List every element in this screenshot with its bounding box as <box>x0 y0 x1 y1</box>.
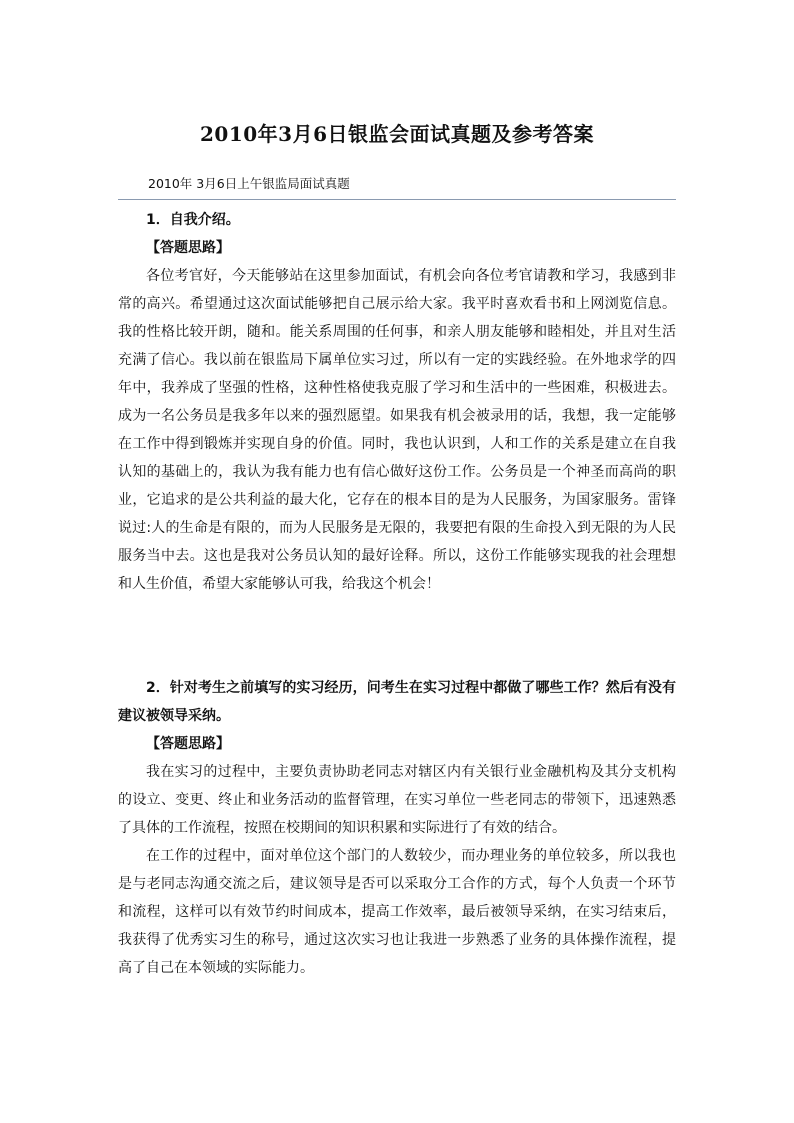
answer-paragraph: 我在实习的过程中，主要负责协助老同志对辖区内有关银行业金融机构及其分支机构的设立、变更、终止和业务活动的监督管理，在实习单位一些老同志的带领下，迅速熟悉了具体的工作流程，按照在校期间的知识积累和实际进行了有效的结合。 <box>118 764 676 836</box>
section-2 <box>118 674 676 982</box>
answer-label-2: 【答题思路】 <box>146 736 230 752</box>
header-divider <box>118 199 676 200</box>
answer-paragraph: 各位考官好，今天能够站在这里参加面试，有机会向各位考官请教和学习，我感到非常的高兴。希望通过这次面试能够把自己展示给大家。我平时喜欢看书和上网浏览信息。我的性格比较开朗，随和。能关系周围的任何事，和亲人朋友能够和睦相处，并且对生活充满了信心。我以前在银监局下属单位实习过，所以有一定的实践经验。在外地求学的四年中，我养成了坚强的性格，这种性格使我克服了学习和生活中的一些困难，积极进去。成为一名公务员是我多年以来的强烈愿望。如果我有机会被录用的话，我想，我一定能够在工作中得到锻炼并实现自身的价值。同时，我也认识到，人和工作的关系是建立在自我认知的基础上的，我认为我有能力也有信心做好这份工作。公务员是一个神圣而高尚的职业，它追求的是公共利益的最大化，它存在的根本目的是为人民服务，为国家服务。雷锋说过:人的生命是有限的，而为人民服务是无限的，我要把有限的生命投入到无限的为人民服务当中去。这也是我对公务员认知的最好诠释。所以，这份工作能够实现我的社会理想和人生价值，希望大家能够认可我，给我这个机会！ <box>118 268 676 592</box>
question-1: 1．自我介绍。 <box>146 212 240 228</box>
document-title: 2010年3月6日银监会面试真题及参考答案 <box>200 122 594 146</box>
answer-paragraph: 在工作的过程中，面对单位这个部门的人数较少，而办理业务的单位较多，所以我也是与老同志沟通交流之后，建议领导是否可以采取分工合作的方式，每个人负责一个环节和流程，这样可以有效节约时间成本，提高工作效率，最后被领导采纳，在实习结束后，我获得了优秀实习生的称号，通过这次实习也让我进一步熟悉了业务的具体操作流程，提高了自己在本领域的实际能力。 <box>118 848 676 976</box>
question-2: 2．针对考生之前填写的实习经历，问考生在实习过程中都做了哪些工作？然后有没有建议被领导采纳。 <box>118 680 676 724</box>
section-1 <box>118 206 676 598</box>
document-subtitle: 2010年 3月6日上午银监局面试真题 <box>148 176 350 191</box>
answer-label-1: 【答题思路】 <box>146 240 230 256</box>
